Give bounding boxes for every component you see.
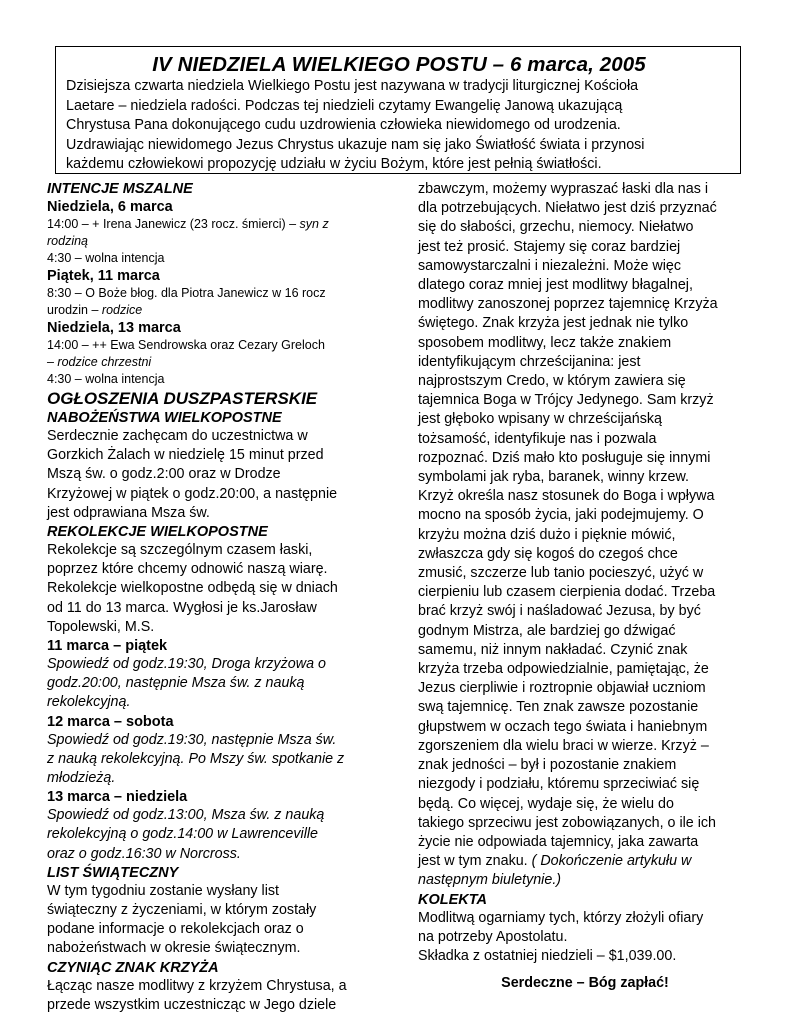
mass-intention: 4:30 – wolna intencja — [47, 251, 165, 265]
mass-intention: 4:30 – wolna intencja — [47, 372, 165, 386]
text-line: godz.20:00, następnie Msza św. z nauką — [47, 675, 305, 692]
text-line: samemu, niż innym nakładać. Czynić znak — [418, 641, 688, 658]
text-line: Łącząc nasze modlitwy z krzyżem Chrystusa, a — [47, 977, 347, 994]
mass-day-3: Niedziela, 13 marca — [47, 320, 181, 336]
text-line: się do słabości, grzechu, niemocy. Niełatwo — [418, 219, 694, 236]
text-line: poprzez które chcemy odnowić naszą wiarę. — [47, 561, 328, 578]
text-line: z nauką rekolekcyjną. Po Mszy św. spotkanie z — [47, 750, 345, 767]
text-line: modlitwy zanoszonej poprzez tajemnicę Krzyża — [418, 296, 718, 313]
text-line: sposobem modlitwy, lecz także znakiem — [418, 334, 672, 351]
text-line: jest głęboko wpisany w chrześcijańską — [418, 411, 662, 428]
text-line: Rekolekcje są szczególnym czasem łaski, — [47, 542, 313, 559]
text-line: podane informacje o rekolekcjach oraz o — [47, 921, 304, 938]
text-line: swą tajemnicę. Ten znak zawsze pozostanie — [418, 699, 699, 716]
text-line: niezgody i podziału, któremu sprzeciwiać się — [418, 776, 700, 793]
text-line: Krzyżowej w piątek o godz.20:00, a następnie — [47, 485, 338, 502]
text-line: oraz o godz.16:30 w Norcross. — [47, 845, 241, 862]
mass-intention: – rodzice chrzestni — [47, 355, 152, 369]
intro-line: Dzisiejsza czwarta niedziela Wielkiego Postu jest nazywana w tradycji liturgicznej Kościoła — [66, 78, 639, 94]
text-line: zwłaszcza gdy się kogoś do czegoś chce — [418, 545, 678, 562]
header-box — [55, 46, 741, 174]
intro-line: Laetare – niedziela radości. Podczas tej niedzieli czytamy Ewangelię Janową ukazującą — [66, 97, 623, 114]
text-line: Rekolekcje wielkopostne odbędą się w dniach — [47, 580, 338, 597]
retreat-day-3: 13 marca – niedziela — [47, 789, 188, 806]
page-title: IV NIEDZIELA WIELKIEGO POSTU – 6 marca, 2005 — [152, 53, 646, 76]
text-line: najprostszym Credo, w którym zawiera się — [418, 373, 686, 390]
text-line: będą. Co więcej, wydaje się, że wielu do — [418, 795, 674, 812]
text-line: dlatego coraz mniej jest modlitwy błagalnej, — [418, 277, 693, 294]
text-line: brać krzyż swój i naśladować Jezusa, by być — [418, 603, 701, 620]
intencje-heading: INTENCJE MSZALNE — [47, 181, 193, 197]
text-line: rekolekcyjną. — [47, 694, 131, 711]
text-line: mocno na sposób życia, jaki podejmujemy. O — [418, 507, 704, 524]
text-line: od 11 do 13 marca. Wygłosi je ks.Jarosław — [47, 599, 317, 616]
text-line: godnym Mistrza, ale bardziej go dźwigać — [418, 622, 676, 639]
text-line: Spowiedź od godz.19:30, Droga krzyżowa o — [47, 656, 326, 673]
nabozenstwa-heading: NABOŻEŃSTWA WIELKOPOSTNE — [47, 410, 282, 426]
mass-intention: urodzin – rodzice — [47, 303, 143, 317]
text-line: na potrzeby Apostolatu. — [418, 928, 568, 945]
text-line: samowystarczalni i niezależni. Może więc — [418, 257, 681, 274]
text-line: Gorzkich Żalach w niedzielę 15 minut przed — [47, 447, 324, 464]
text-line: życie nie odpowiada tajemnicy, jaka zawarta — [418, 833, 699, 850]
text-line: zgorszeniem dla wielu braci w wierze. Krzyż – — [418, 737, 709, 754]
right-column — [418, 180, 752, 993]
text-line: zbawczym, możemy wypraszać łaski dla nas i — [418, 181, 708, 197]
continuation-note: następnym biuletynie.) — [418, 872, 562, 889]
text-line: Mszą św. o godz.2:00 oraz w Drodze — [47, 466, 281, 483]
retreat-day-1: 11 marca – piątek — [47, 638, 168, 655]
text-line: zmusić, szczerze lub tanio pocieszyć, użyć w — [418, 565, 704, 582]
ogloszenia-heading: OGŁOSZENIA DUSZPASTERSKIE — [47, 389, 318, 408]
text-line: nabożeństwach w okresie świątecznym. — [47, 940, 301, 957]
text-line: świąteczny z życzeniami, w którym zostały — [47, 902, 317, 919]
text-line: W tym tygodniu zostanie wysłany list — [47, 882, 280, 899]
intro-line: Chrystusa Pana dokonującego cudu uzdrowienia człowieka niewidomego od urodzenia. — [66, 117, 621, 134]
article-continuation — [418, 180, 752, 871]
text-line: tajemnica Boga w Trójcy Jedynego. Sam krzyż — [418, 392, 714, 409]
text-line: Topolewski, M.S. — [47, 618, 155, 635]
text-line: Spowiedź od godz.13:00, Msza św. z nauką — [47, 807, 325, 824]
text-line: młodzieżą. — [47, 770, 116, 787]
text-line: identyfikującym chrześcijanina: jest — [418, 353, 641, 370]
mass-day-1: Niedziela, 6 marca — [47, 199, 173, 215]
intro-line: każdemu człowiekowi propozycję udziału w życiu Bożym, które jest pełnią światłości. — [66, 156, 602, 173]
mass-intention: 8:30 – O Boże błog. dla Piotra Janewicz w 16 rocz — [47, 286, 326, 300]
text-line: Serdecznie zachęcam do uczestnictwa w — [47, 428, 308, 444]
text-line: rozpoznać. Dziś mało kto posługuje się innymi — [418, 449, 711, 466]
text-line: przede wszystkim uczestnicząc w Jego dziele — [47, 996, 337, 1013]
text-line: krzyża trzeba odpowiedzialnie, pamiętając, że — [418, 661, 709, 678]
text-line: Krzyż określa nasz stosunek do Boga i wpływa — [418, 488, 715, 505]
mass-intention: 14:00 – ++ Ewa Sendrowska oraz Cezary Greloch — [47, 338, 325, 352]
text-line: krzyżu można dziś dużo i pięknie mówić, — [418, 526, 676, 543]
text-line: jest odprawiana Msza św. — [47, 504, 210, 521]
text-line: rekolekcyjną o godz.14:00 w Lawrenceville — [47, 826, 318, 843]
mass-day-2: Piątek, 11 marca — [47, 268, 160, 284]
signoff: Serdeczne – Bóg zapłać! — [501, 975, 669, 992]
text-line: cierpieniu lub czasem cierpienia dodać. Trzeba — [418, 584, 716, 601]
rekolekcje-heading: REKOLEKCJE WIELKOPOSTNE — [47, 524, 268, 541]
text-line: jest w tym znaku. ( Dokończenie artykułu w — [418, 853, 692, 870]
intro-line: Uzdrawiając niewidomego Jezus Chrystus ukazuje nam się jako Światłość świata i przynosi — [66, 136, 645, 153]
text-line: Składka z ostatniej niedzieli – $1,039.00. — [418, 947, 677, 964]
left-column — [47, 180, 382, 1015]
text-line: głupstwem w oczach tego świata i haniebnym — [418, 718, 708, 735]
text-line: dla potrzebujących. Niełatwo jest dziś przyznać — [418, 200, 717, 217]
mass-intention: rodziną — [47, 234, 88, 248]
mass-intention: 14:00 – + Irena Janewicz (23 rocz. śmierci) – syn z — [47, 217, 329, 231]
text-line: symbolami jak ryba, baranek, winny krzew. — [418, 469, 689, 486]
znak-krzyza-heading: CZYNIĄC ZNAK KRZYŻA — [47, 959, 219, 976]
text-line: Spowiedź od godz.19:30, następnie Msza św. — [47, 731, 337, 748]
text-line: świętego. Znak krzyża jest jednak nie tylko — [418, 315, 689, 332]
text-line: tożsamość, identyfikuje nas i pozwala — [418, 430, 657, 447]
kolekta-heading: KOLEKTA — [418, 891, 488, 908]
text-line: znak jedności – był i pozostanie znakiem — [418, 757, 677, 774]
text-line: jest też prosić. Stajemy się coraz bardziej — [418, 238, 681, 255]
text-line: Modlitwą ogarniamy tych, którzy złożyli ofiary — [418, 909, 704, 926]
text-line: takiego sprzeciwu jest zobowiązanych, o ile ich — [418, 814, 717, 831]
list-heading: LIST ŚWIĄTECZNY — [47, 864, 179, 881]
text-line: Jezus cierpliwie i roztropnie objawiał uczniom — [418, 680, 706, 697]
retreat-day-2: 12 marca – sobota — [47, 713, 174, 730]
intro-paragraph — [66, 77, 732, 175]
